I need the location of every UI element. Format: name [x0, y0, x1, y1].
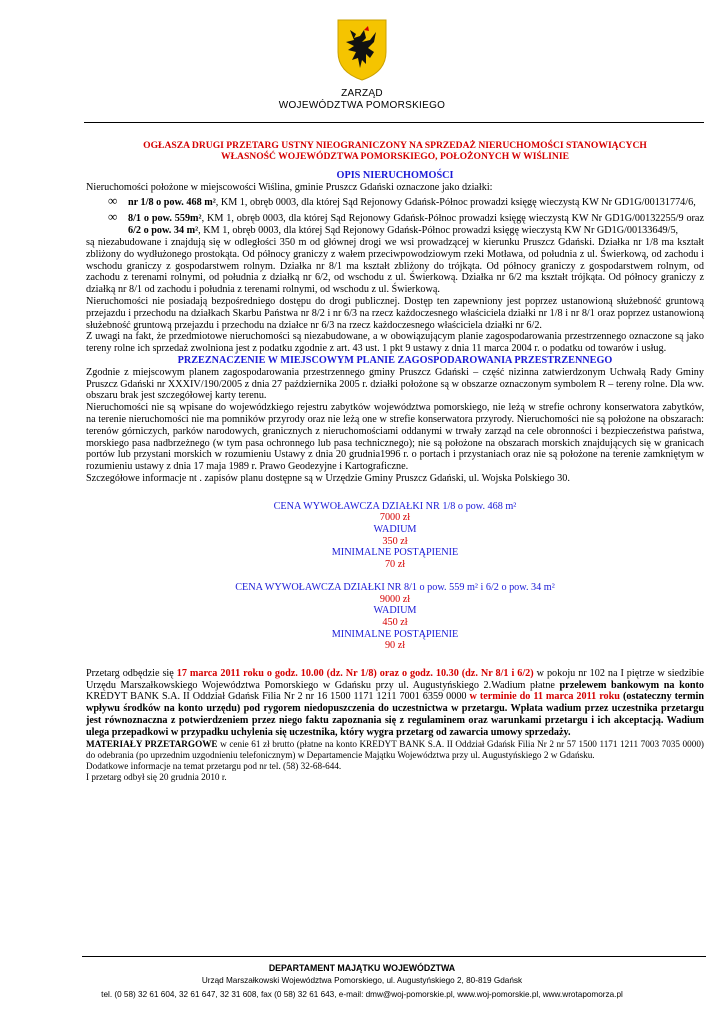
wadium-label: WADIUM [373, 523, 417, 535]
plan-paragraph-2: Nieruchomości nie są wpisane do wojewódzkiego rejestru zabytków województwa pomorskiego, nie leżą w strefie ochrony konserwatora zabytków, na terenie nieruchomości nie ma pomników przyrody oraz nie leżą one w strefie konserwatora przyrody. Nieruchomości nie są położone na obszarach: terenów górniczych, parków narodowych, granicznych z nieruchomościami oddanymi w trwały zarząd na cele obronności i bezpieczeństwa państwa, morskiego pasa nadbrzeżnego (w tym pasa ochronnego lub pasa technicznego); nie są położone na obszarach morskich znajdujących się w granicach portów lub przystani morskich w rozumieniu Ustawy z dnia 20 grudnia1996 r. o portach i przystaniach oraz nie są położone na terenie zamkniętym w rozumieniu ustawy z dnia 17 maja 1989 r. Prawo Geodezyjne i Kartograficzne. [86, 402, 704, 473]
footer-divider [82, 956, 706, 957]
footer-address: Urząd Marszałkowski Województwa Pomorskiego, ul. Augustyńskiego 2, 80-819 Gdańsk [201, 976, 523, 985]
price-value: 9000 zł [379, 593, 411, 605]
plan-paragraph-1: Zgodnie z miejscowym planem zagospodarowania przestrzennego gminy Pruszcz Gdański – część nizinna zatwierdzonym Uchwałą Rady Gminy Pruszcz Gdański nr XXXIV/190/2005 z dnia 27 października 2005 r. działki położone są w obszarze oznaczonym symbolem R – tereny rolne. Dla ww. obszaru brak jest szczegółowej karty terenu. [86, 366, 704, 402]
opis-paragraph-1: są niezabudowane i znajdują się w odległości 350 m od głównej drogi we wsi prowadzącej w kierunku Pruszcz Gdański. Działka nr 1/8 ma kształt zbliżony do wydłużonego prostokąta. Od północy graniczy z wałem przeciwpowodziowym rzeki Motława, od południa z ul. Świerkową, od zachodu i wschodu graniczy z gospodarstwem rolnym. Działka nr 8/1 ma kształt zbliżony do trójkąta. Od północy graniczy z gospodarstwem rolnym, od zachodu z terenami rolnymi, od południa z działką nr 6/2, od wschodu z ul. Świerkową. Działka nr 6/2 ma kształt trójkąta. Od północy graniczy z działką nr 8/1 od zachodu i południa z terenami rolnymi, od wschodu z ul. Świerkową. [86, 236, 704, 296]
price-block-2 [86, 582, 704, 652]
min-bid-label: MINIMALNE POSTĄPIENIE [331, 547, 459, 559]
footer-contact: tel. (0 58) 32 61 604, 32 61 647, 32 31 608, fax (0 58) 32 61 643, e-mail: dmw@woj-pomorskie.pl, www.woj-pomorskie.pl, www.wrotapomorza.pl [101, 990, 623, 999]
parcel-item-2: ∞ 8/1 o pow. 559m², KM 1, obręb 0003, dla której Sąd Rejonowy Gdańsk-Północ prowadzi księgę wieczystą KW Nr GD1G/00132255/9 oraz 6/2 o pow. 34 m², KM 1, obręb 0003, dla której Sąd Rejonowy Gdańsk-Północ prowadzi księgę wieczystą KW Nr GD1G/00133649/5, [108, 209, 704, 237]
price-value: 7000 zł [379, 512, 411, 524]
first-auction-note: I przetarg odbył się 20 grudnia 2010 r. [86, 771, 227, 782]
price-block-1 [86, 501, 704, 571]
materials-paragraph: MATERIAŁY PRZETARGOWE w cenie 61 zł brutto (płatne na konto KREDYT BANK S.A. II Oddział Gdańsk Filia Nr 2 nr 57 1500 1171 1211 7003 7035 0000) do odebrania (po uprzednim uzgodnieniu telefonicznym) w Departamencie Majątku Województwa przy ul. Augustyńskiego 2 w Gdańsku. [86, 738, 704, 760]
infinity-bullet-icon: ∞ [108, 209, 118, 225]
announcement-title-line2: WŁASNOŚĆ WOJEWÓDZTWA POMORSKIEGO, POŁOŻONYCH W WIŚLINIE [221, 151, 569, 162]
opis-paragraph-3: Z uwagi na fakt, że przedmiotowe nieruchomości są niezabudowane, a w obowiązującym planie zagospodarowania przestrzennego oznaczone są jako tereny rolne ich sprzedaż zwolniona jest z podatku zgodnie z art. 43 ust. 1 pkt 9 ustawy z dnia 11 marca 2004 r. o podatku od towarów i usług. [86, 331, 704, 355]
wadium-label: WADIUM [373, 605, 417, 617]
opis-paragraph-2: Nieruchomości nie posiadają bezpośredniego dostępu do drogi publicznej. Dostęp ten zapewniony jest poprzez ustanowioną służebność gruntową przejazdu i przechodu na działkach Skarbu Państwa nr 8/2 i nr 6/3 na rzecz każdoczesnego właściciela działki nr 1/8 i nr 8/1 oraz poprzez ustanowioną służebność gruntową przejazdu i przechodu na działce nr 6/3 na rzecz każdoczesnego właściciela działki nr 6/2. [86, 295, 704, 331]
header-line-zarzad: ZARZĄD [341, 88, 383, 99]
infinity-bullet-icon: ∞ [108, 192, 118, 208]
wadium-value: 350 zł [382, 535, 408, 547]
plan-heading: PRZEZNACZENIE W MIEJSCOWYM PLANIE ZAGOSPODAROWANIA PRZESTRZENNEGO [177, 354, 613, 366]
auction-paragraph: Przetarg odbędzie się 17 marca 2011 roku o godz. 10.00 (dz. Nr 1/8) oraz o godz. 10.30 (dz. Nr 8/1 i 6/2) w pokoju nr 102 na I piętrze w siedzibie Urzędu Marszałkowskiego Województwa Pomorskiego w Gdańsku przy ul. Augustyńskiego 2.Wadium płatne przelewem bankowym na konto KREDYT BANK S.A. II Oddział Gdańsk Filia Nr 2 nr 16 1500 1171 1211 7001 6359 0000 w terminie do 11 marca 2011 roku (ostateczny termin wpływu środków na konto urzędu) pod rygorem niedopuszczenia do uczestnictwa w przetargu. Wpłata wadium przez uczestnika przetargu jest równoznaczna z potwierdzeniem przez niego faktu zapoznania się z regulaminem oraz warunkami przetargu i ich akceptacją. Wadium ulega przepadkowi w przypadku uchylenia się uczestnika, który wygra przetarg od zawarcia umowy sprzedaży. [86, 667, 705, 738]
wadium-value: 450 zł [382, 617, 408, 629]
plan-paragraph-3: Szczegółowe informacje nt . zapisów planu dostępne są w Urzędzie Gminy Pruszcz Gdański, ul. Wojska Polskiego 30. [86, 472, 570, 484]
min-bid-value: 90 zł [384, 640, 406, 652]
footer-department: DEPARTAMENT MAJĄTKU WOJEWÓDZTWA [268, 963, 456, 973]
min-bid-label: MINIMALNE POSTĄPIENIE [331, 628, 459, 640]
min-bid-value: 70 zł [384, 558, 406, 570]
price-title: CENA WYWOŁAWCZA DZIAŁKI NR 1/8 o pow. 468 m² [273, 500, 517, 512]
opis-intro: Nieruchomości położone w miejscowości Wiślina, gminie Pruszcz Gdański oznaczone jako działki: [86, 181, 493, 193]
pomorskie-crest-icon [336, 18, 388, 82]
announcement-title-line1: OGŁASZA DRUGI PRZETARG USTNY NIEOGRANICZONY NA SPRZEDAŻ NIERUCHOMOŚCI STANOWIĄCYCH [143, 140, 647, 151]
opis-heading: OPIS NIERUCHOMOŚCI [336, 170, 454, 181]
header-line-wojewodztwa: WOJEWÓDZTWA POMORSKIEGO [278, 100, 446, 111]
price-title: CENA WYWOŁAWCZA DZIAŁKI NR 8/1 o pow. 559 m² i 6/2 o pow. 34 m² [235, 582, 555, 594]
parcel-item-1: ∞ nr 1/8 o pow. 468 m², KM 1, obręb 0003, dla której Sąd Rejonowy Gdańsk-Północ prowadzi księgę wieczystą KW Nr GD1G/00131774/6, [108, 192, 696, 208]
additional-info: Dodatkowe informacje na temat przetargu pod nr tel. (58) 32-68-644. [86, 760, 342, 771]
header-divider [84, 122, 704, 123]
document-body [86, 140, 704, 783]
